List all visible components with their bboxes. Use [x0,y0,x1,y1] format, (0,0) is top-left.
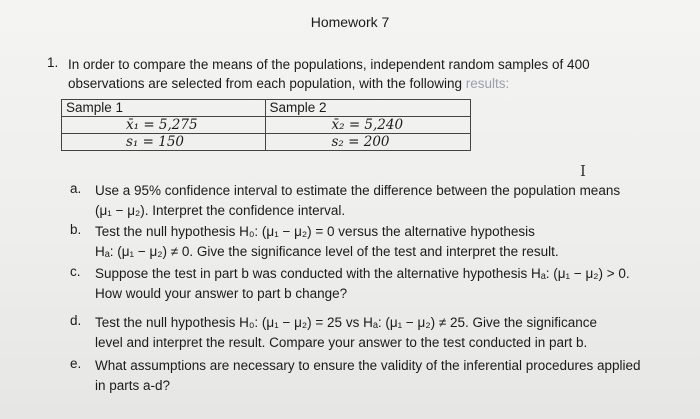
header-sample-1: Sample 1 [62,100,266,117]
header-sample-2: Sample 2 [265,100,471,117]
page-title: Homework 7 [310,14,390,30]
question-number: 1. [47,55,59,70]
sample-2-mean: x̄₂ = 5,240 [265,117,471,134]
part-a-line-1: Use a 95% confidence interval to estimate the difference between the population means [95,183,621,198]
part-e-line-1: What assumptions are necessary to ensure the validity of the inferential procedures applied [95,358,641,373]
text-cursor-icon: I [580,162,586,180]
stem-line-2-text: observations are selected from each population, with the following [68,76,466,91]
part-b-letter: b. [70,222,82,237]
stem-line-2-faded: results: [465,76,510,91]
part-b-line-2: Hₐ: (μ₁ − μ₂) ≠ 0. Give the significance level of the test and interpret the result. [95,243,559,259]
part-e-text [95,356,685,395]
part-b-text [95,222,685,261]
part-d-line-1: Test the null hypothesis H₀: (μ₁ − μ₂) = 25 vs Hₐ: (μ₁ − μ₂) ≠ 25. Give the significance [95,315,598,330]
part-e-line-2: in parts a-d? [95,377,171,393]
part-c-line-2: How would your answer to part b change? [95,285,348,301]
part-e-letter: e. [70,356,82,371]
table-row-mean [62,117,471,134]
sample-table [61,99,471,151]
stem-line-2 [68,74,678,93]
part-d-text [95,313,685,352]
question-stem [68,55,678,93]
sample-1-sd: s₁ = 150 [62,134,266,151]
table-header-row [62,100,471,117]
stem-line-1: In order to compare the means of the populations, independent random samples of 400 [68,57,590,72]
table-row-sd [62,134,471,151]
part-c-line-1: Suppose the test in part b was conducted with the alternative hypothesis Hₐ: (μ₁ − μ₂) > 0. [95,266,630,281]
part-c-letter: c. [70,264,81,279]
part-a-text [95,181,685,220]
part-b-line-1: Test the null hypothesis H₀: (μ₁ − μ₂) = 0 versus the alternative hypothesis [95,224,535,239]
part-a-letter: a. [70,181,82,196]
part-d-line-2: level and interpret the result. Compare your answer to the test conducted in part b. [95,334,588,350]
part-d-letter: d. [70,313,82,328]
sample-2-sd: s₂ = 200 [265,134,471,151]
part-c-text [95,264,685,303]
part-a-line-2: (μ₁ − μ₂). Interpret the confidence interval. [95,202,346,218]
sample-1-mean: x̄₁ = 5,275 [62,117,266,134]
